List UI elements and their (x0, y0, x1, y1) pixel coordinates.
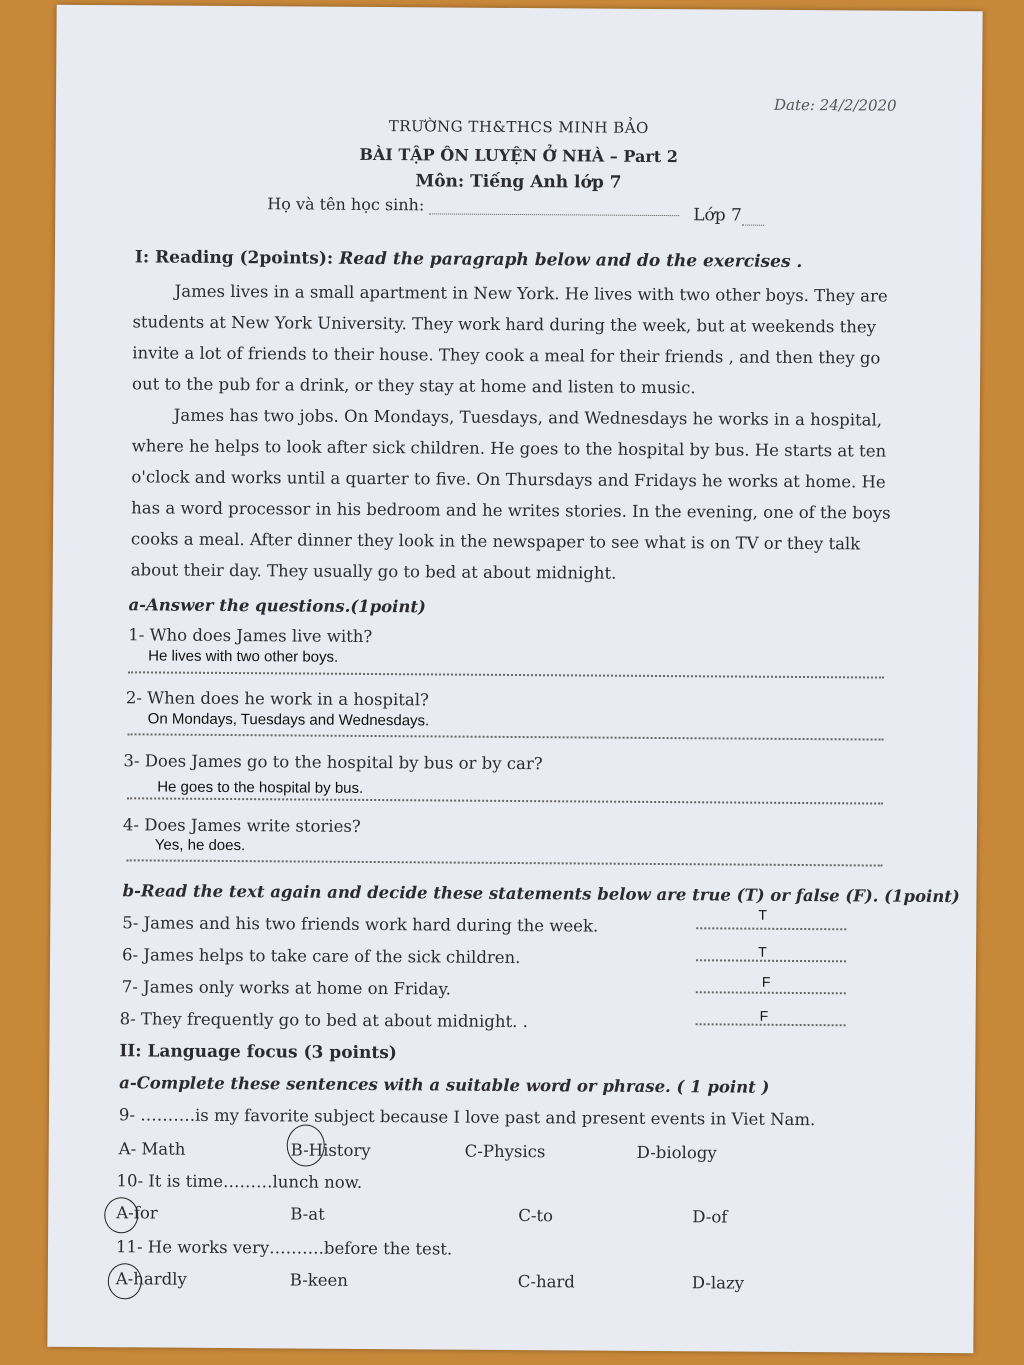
mc-option-11b[interactable]: B-keen (289, 1270, 349, 1290)
reading-heading: I: Reading (2points): (134, 247, 334, 269)
answer-line-4 (127, 859, 883, 866)
answer-line-2 (128, 733, 884, 740)
mc-option-9a[interactable]: A- Math (118, 1139, 186, 1159)
mc-question-10: 10- It is time………lunch now. (116, 1171, 363, 1192)
tf-answer-5[interactable]: T (758, 906, 767, 923)
question-1: 1- Who does James live with? (128, 625, 373, 647)
selection-circle-10a (104, 1197, 138, 1233)
reading-paragraph-2: James has two jobs. On Mondays, Tuesdays, and Wednesdays he works in a hospital, where he helps to look after sick children. He goes to the hospital by bus. He starts at ten o'clock and works until a quarter to five. On Thursdays and Fridays he works at home. He has a word processor in his bedroom and he writes stories. In the evening, one of the boys cooks a meal. After dinner they look in the newspaper to see what is on TV or they talk about their day. They usually go to bed at about midnight. (130, 405, 891, 583)
part-b-heading: b-Read the text again and decide these statements below are true (T) or false (F). (1point) (122, 881, 960, 907)
answer-4[interactable]: Yes, he does. (154, 836, 246, 855)
mc-option-11d[interactable]: D-lazy (691, 1273, 745, 1293)
mc-question-9: 9- ……….is my favorite subject because I love past and present events in Viet Nam. (118, 1105, 816, 1130)
selection-circle-9b (287, 1124, 325, 1166)
class-label: Lớp 7 (693, 205, 742, 226)
student-name-field[interactable] (429, 213, 679, 216)
mc-option-10d[interactable]: D-of (692, 1207, 728, 1227)
class-row (693, 205, 764, 225)
tf-answer-8[interactable]: F (759, 1007, 769, 1024)
mc-option-9d[interactable]: D-biology (636, 1142, 717, 1163)
tf-line-5 (696, 927, 846, 930)
statement-7: 7- James only works at home on Friday. (121, 977, 451, 999)
statement-6: 6- James helps to take care of the sick children. (121, 945, 521, 968)
answer-2[interactable]: On Mondays, Tuesdays and Wednesdays. (147, 710, 430, 730)
student-name-label: Họ và tên học sinh: (267, 194, 425, 215)
reading-instruction: Read the paragraph below and do the exercises . (339, 248, 803, 272)
tf-line-6 (696, 959, 846, 962)
tf-answer-7[interactable]: F (761, 973, 771, 990)
mc-question-11: 11- He works very……….before the test. (115, 1237, 453, 1259)
tf-line-8 (696, 1023, 846, 1026)
reading-passage (131, 275, 893, 590)
selection-circle-11a (108, 1263, 142, 1299)
statement-5: 5- James and his two friends work hard during the week. (122, 913, 599, 936)
reading-paragraph-1: James lives in a small apartment in New York. He lives with two other boys. They are students at New York University. They work hard during the week, but at weekends they invite a lot of friends to their house. They cook a meal for their friends , and then they go out to the pub for a drink, or they stay at home and listen to music. (131, 281, 888, 398)
mc-option-9b[interactable]: B-History (290, 1140, 371, 1161)
mc-option-10c[interactable]: C-to (518, 1206, 554, 1226)
class-field[interactable] (742, 225, 764, 226)
answer-3[interactable]: He goes to the hospital by bus. (157, 778, 364, 797)
language-heading: II: Language focus (3 points) (119, 1041, 397, 1064)
worksheet-title: BÀI TẬP ÔN LUYỆN Ở NHÀ – Part 2 (359, 144, 678, 167)
answer-line-1 (128, 671, 884, 678)
tf-answer-6[interactable]: T (758, 943, 767, 960)
question-2: 2- When does he work in a hospital? (125, 688, 429, 710)
worksheet-page (47, 5, 982, 1353)
question-4: 4- Does James write stories? (122, 815, 361, 836)
date-label: Date: 24/2/2020 (773, 95, 897, 115)
student-name-row (267, 194, 679, 216)
mc-option-11a[interactable]: A-hardly (115, 1269, 187, 1289)
school-name: TRƯỜNG TH&THCS MINH BẢO (388, 117, 649, 137)
language-sub-heading: a-Complete these sentences with a suitable word or phrase. ( 1 point ) (119, 1073, 770, 1097)
part-a-heading: a-Answer the questions.(1point) (128, 595, 426, 617)
answer-1[interactable]: He lives with two other boys. (148, 647, 339, 666)
statement-8: 8- They frequently go to bed at about midnight. . (119, 1009, 528, 1032)
mc-option-10b[interactable]: B-at (290, 1204, 325, 1224)
subject-label: Môn: Tiếng Anh lớp 7 (415, 171, 622, 193)
tf-line-7 (696, 991, 846, 994)
mc-option-9c[interactable]: C-Physics (464, 1141, 546, 1162)
answer-line-3 (127, 797, 883, 804)
mc-option-11c[interactable]: C-hard (517, 1272, 575, 1292)
reading-heading-row (135, 247, 803, 272)
question-3: 3- Does James go to the hospital by bus or by car? (123, 751, 543, 774)
mc-option-10a[interactable]: A-for (116, 1203, 158, 1223)
